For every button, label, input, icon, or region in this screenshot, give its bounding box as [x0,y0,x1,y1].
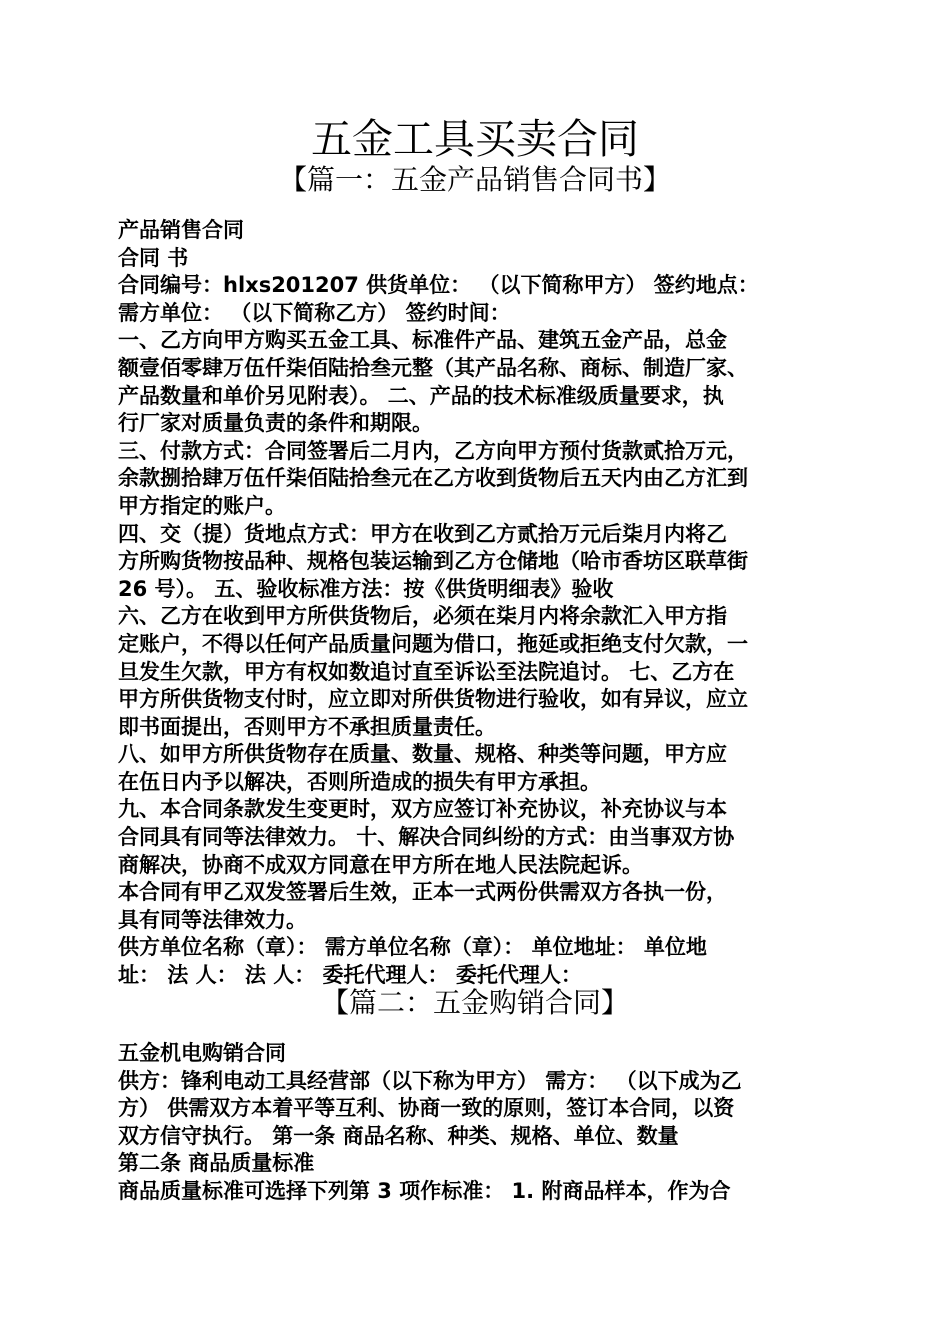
section-heading-1: 【篇一：五金产品销售合同书】 [278,163,671,196]
text-line: 行厂家对质量负责的条件和期限。 [118,411,433,436]
text-line: 第二条 商品质量标准 [118,1151,315,1176]
text-line: 双方信守执行。 第一条 商品名称、种类、规格、单位、数量 [118,1123,679,1148]
text-line: 本合同有甲乙双发签署后生效，正本一式两份供需双方各执一份， [118,880,727,905]
section-heading-2: 【篇二：五金购销合同】 [320,986,629,1019]
text-line: 26 号）。 五、验收标准方法：按《供货明细表》验收 [118,576,614,601]
text-line: 供方单位名称（章）： 需方单位名称（章）： 单位地址： 单位地 [118,935,707,960]
text-line: 定账户，不得以任何产品质量问题为借口，拖延或拒绝支付欠款，一 [118,631,748,656]
text-line: 三、付款方式：合同签署后二月内，乙方向甲方预付货款贰拾万元， [118,438,748,463]
text-line: 甲方指定的账户。 [118,493,286,518]
document-title: 五金工具买卖合同 [311,115,639,163]
text-line: 额壹佰零肆万伍仟柒佰陆拾叁元整（其产品名称、商标、制造厂家、 [118,355,748,380]
text-line: 八、如甲方所供货物存在质量、数量、规格、种类等问题，甲方应 [118,742,727,767]
text-line: 方所购货物按品种、规格包装运输到乙方仓储地（哈市香坊区联草街 [118,549,748,574]
text-line: 需方单位： （以下简称乙方） 签约时间： [118,300,511,325]
text-line: 五金机电购销合同 [118,1041,286,1065]
text-line: 供方：锋利电动工具经营部（以下称为甲方） 需方： （以下成为乙 [118,1068,742,1093]
text-line: 址： 法 人： 法 人： 委托代理人： 委托代理人： [118,963,582,988]
text-line: 合同具有同等法律效力。 十、解决合同纠纷的方式：由当事双方协 [118,825,735,850]
text-line: 余款捌拾肆万伍仟柒佰陆拾叁元在乙方收到货物后五天内由乙方汇到 [118,466,748,491]
text-line: 甲方所供货物支付时，应立即对所供货物进行验收，如有异议，应立 [118,687,748,712]
text-line: 合同编号：hlxs201207 供货单位： （以下简称甲方） 签约地点： [118,273,759,298]
text-line: 六、乙方在收到甲方所供货物后，必须在柒月内将余款汇入甲方指 [118,604,727,629]
text-line: 旦发生欠款，甲方有权如数追讨直至诉讼至法院追讨。 七、乙方在 [118,659,735,684]
text-line: 具有同等法律效力。 [118,907,307,932]
section-1-body [118,217,834,990]
text-line: 合同 书 [118,245,189,270]
section-2-body [118,1040,834,1206]
text-line: 产品数量和单价另见附表）。 二、产品的技术标准级质量要求，执 [118,383,724,408]
text-line: 商解决，协商不成双方同意在甲方所在地人民法院起诉。 [118,852,643,877]
text-line: 方） 供需双方本着平等互利、协商一致的原则，签订本合同，以资 [118,1096,735,1121]
text-line: 商品质量标准可选择下列第 3 项作标准： 1. 附商品样本，作为合 [118,1178,731,1203]
text-line: 四、交（提）货地点方式：甲方在收到乙方贰拾万元后柒月内将乙 [118,521,727,546]
text-line: 在伍日内予以解决，否则所造成的损失有甲方承担。 [118,769,601,794]
text-line: 一、乙方向甲方购买五金工具、标准件产品、建筑五金产品，总金 [118,328,727,353]
text-line: 即书面提出，否则甲方不承担质量责任。 [118,714,496,739]
text-line: 九、本合同条款发生变更时，双方应签订补充协议，补充协议与本 [118,797,727,822]
text-line: 产品销售合同 [118,218,244,242]
